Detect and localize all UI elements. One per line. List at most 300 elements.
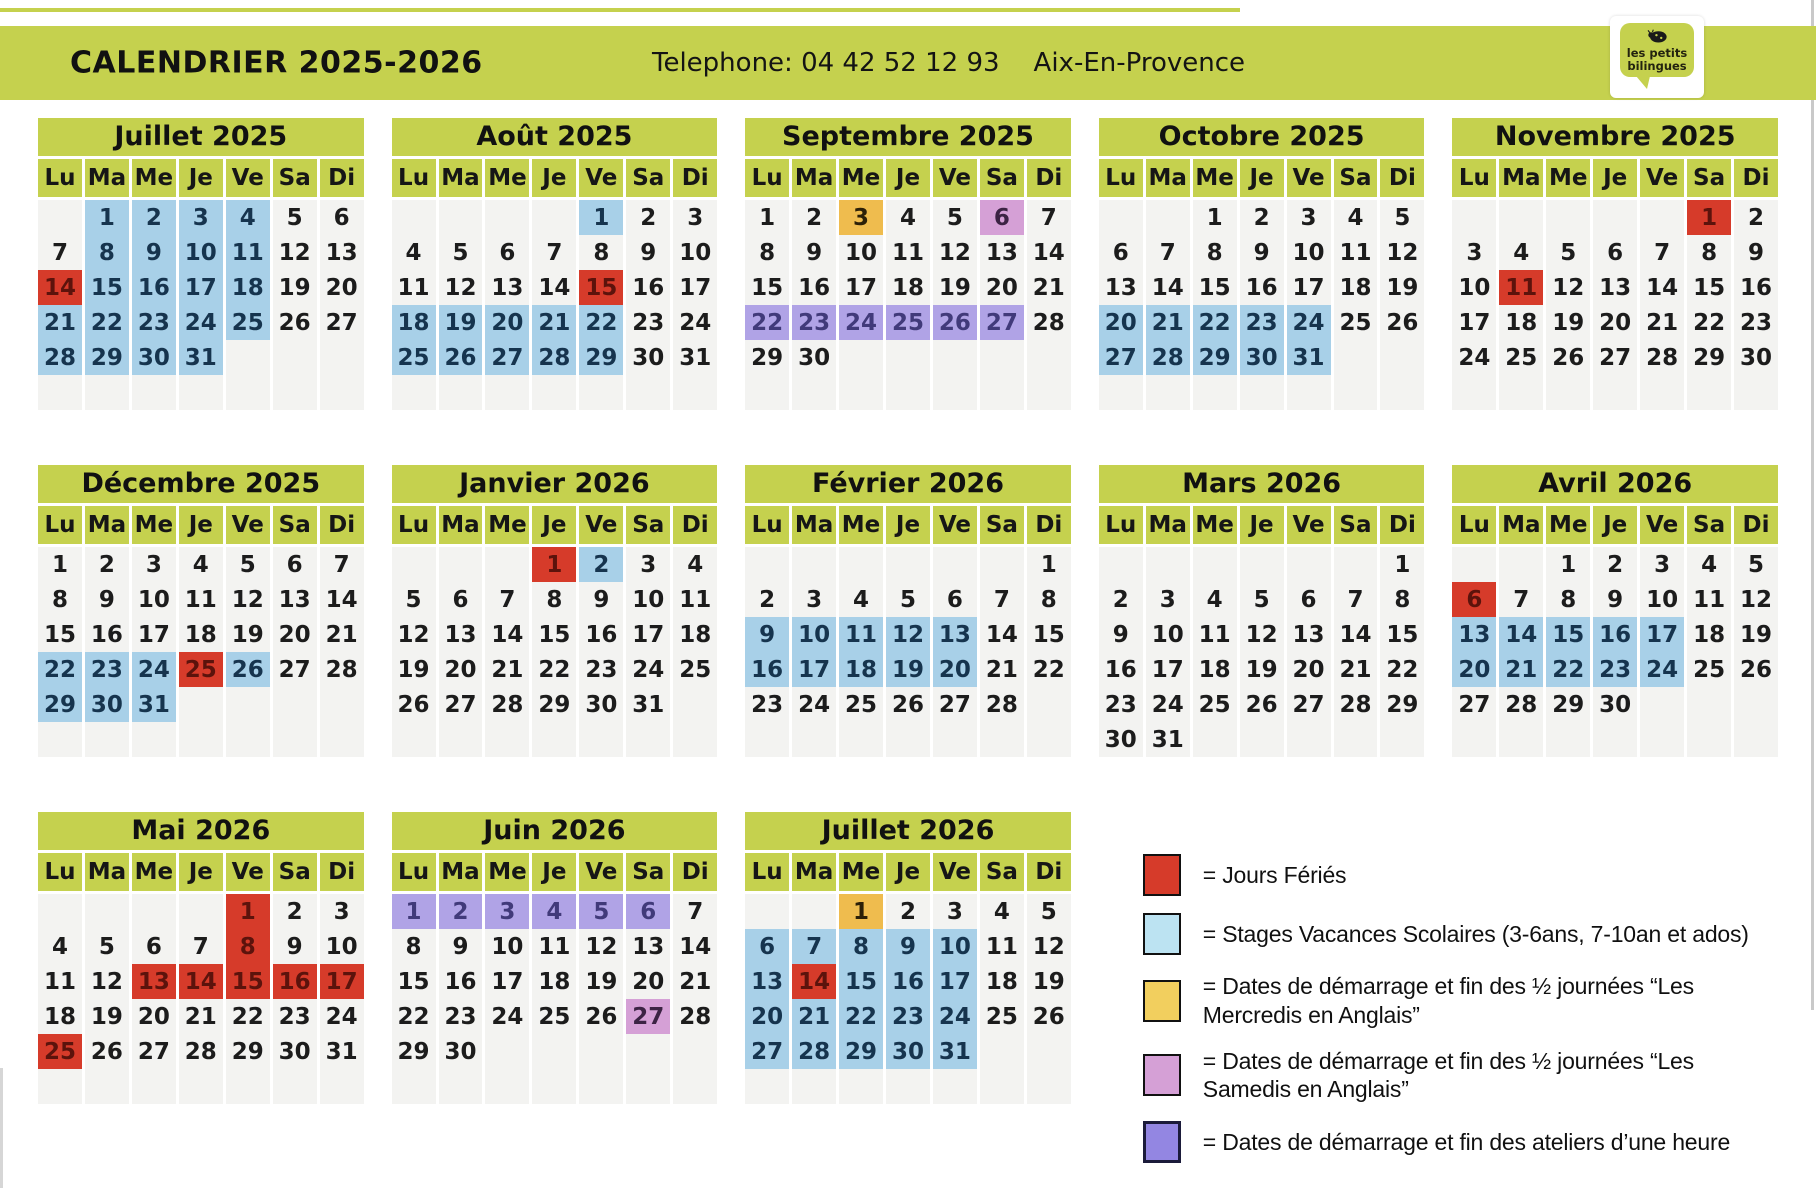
weekday-header-row [1099,159,1425,197]
day-cell: 3 [132,547,176,582]
day-cell: 20 [273,617,317,652]
day-cell-blue: 3 [179,200,223,235]
empty-cell [1452,200,1496,235]
day-cell: 25 [1334,305,1378,340]
day-cell-blue: 27 [485,340,529,375]
empty-cell [1334,547,1378,582]
date-grid [1452,200,1778,410]
day-cell-blue: 17 [792,652,836,687]
empty-cell [532,722,576,757]
empty-cell [532,200,576,235]
day-cell-blue: 28 [38,340,82,375]
month-title: Avril 2026 [1452,465,1778,503]
day-cell: 21 [320,617,364,652]
day-cell: 31 [1146,722,1190,757]
weekday-label: Ma [85,506,129,544]
legend-item [1143,972,1778,1030]
weekday-label: Ma [1146,506,1190,544]
weekday-label: Je [1593,506,1637,544]
day-cell-purple: 24 [839,305,883,340]
day-cell: 19 [1546,305,1590,340]
weekday-label: Di [320,159,364,197]
weekday-label: Je [886,159,930,197]
day-cell-purple: 5 [579,894,623,929]
empty-cell [980,375,1024,410]
day-cell-red: 14 [179,964,223,999]
day-cell: 26 [1380,305,1424,340]
empty-cell [745,375,789,410]
day-cell-blue: 16 [1593,617,1637,652]
weekday-label: Me [839,506,883,544]
empty-cell [980,1069,1024,1104]
weekday-label: Lu [1099,506,1143,544]
day-cell: 8 [745,235,789,270]
day-cell: 23 [439,999,483,1034]
day-cell: 21 [1640,305,1684,340]
month-calendar [1452,465,1778,757]
empty-cell [132,722,176,757]
day-cell: 7 [320,547,364,582]
empty-cell [226,1069,270,1104]
day-cell: 23 [1099,687,1143,722]
day-cell-pink: 27 [626,999,670,1034]
day-cell: 26 [886,687,930,722]
day-cell-blue: 20 [1099,305,1143,340]
day-cell: 2 [745,582,789,617]
day-cell: 16 [1734,270,1778,305]
empty-cell [745,547,789,582]
day-cell-red: 13 [132,964,176,999]
day-cell: 17 [839,270,883,305]
weekday-label: Lu [38,159,82,197]
empty-cell [1146,375,1190,410]
day-cell: 21 [485,652,529,687]
day-cell: 18 [886,270,930,305]
legend-color-swatch [1143,980,1181,1022]
day-cell: 2 [1240,200,1284,235]
day-cell-blue: 10 [933,929,977,964]
empty-cell [226,722,270,757]
day-cell: 8 [38,582,82,617]
day-cell: 3 [626,547,670,582]
day-cell-blue: 9 [745,617,789,652]
day-cell-blue: 23 [1240,305,1284,340]
day-cell: 8 [1380,582,1424,617]
day-cell: 7 [1640,235,1684,270]
day-cell-pink: 6 [980,200,1024,235]
day-cell: 19 [1380,270,1424,305]
day-cell-blue: 11 [226,235,270,270]
legend-color-swatch [1143,1054,1181,1096]
day-cell: 23 [745,687,789,722]
day-cell-red: 17 [320,964,364,999]
day-cell: 1 [1380,547,1424,582]
day-cell: 14 [1027,235,1071,270]
day-cell: 3 [792,582,836,617]
empty-cell [1027,1034,1071,1069]
day-cell: 14 [532,270,576,305]
day-cell-blue: 22 [85,305,129,340]
day-cell: 29 [1380,687,1424,722]
weekday-label: Lu [38,853,82,891]
day-cell-blue: 30 [85,687,129,722]
day-cell: 22 [532,652,576,687]
day-cell-purple: 2 [439,894,483,929]
day-cell: 4 [886,200,930,235]
day-cell-blue: 22 [579,305,623,340]
empty-cell [320,687,364,722]
day-cell: 26 [1240,687,1284,722]
day-cell: 22 [1687,305,1731,340]
empty-cell [132,375,176,410]
day-cell-blue: 30 [886,1034,930,1069]
weekday-label: Ma [439,853,483,891]
day-cell: 11 [38,964,82,999]
weekday-label: Me [839,159,883,197]
weekday-label: Ve [226,853,270,891]
day-cell: 14 [673,929,717,964]
empty-cell [1287,547,1331,582]
day-cell: 27 [320,305,364,340]
day-cell: 24 [320,999,364,1034]
empty-cell [320,375,364,410]
day-cell: 1 [745,200,789,235]
empty-cell [85,1069,129,1104]
day-cell-red: 1 [226,894,270,929]
day-cell: 30 [1593,687,1637,722]
day-cell: 19 [273,270,317,305]
empty-cell [626,1034,670,1069]
day-cell-blue: 13 [745,964,789,999]
logo [1610,16,1704,98]
day-cell-blue: 23 [132,305,176,340]
weekday-label: Di [673,853,717,891]
day-cell: 13 [485,270,529,305]
day-cell-blue: 18 [839,652,883,687]
day-cell: 11 [1687,582,1731,617]
empty-cell [1380,375,1424,410]
day-cell-blue: 20 [485,305,529,340]
day-cell-blue: 28 [1146,340,1190,375]
day-cell: 11 [1334,235,1378,270]
empty-cell [392,722,436,757]
day-cell: 12 [1734,582,1778,617]
day-cell-purple: 4 [532,894,576,929]
empty-cell [673,722,717,757]
date-grid [745,547,1071,757]
day-cell: 18 [1687,617,1731,652]
day-cell: 5 [85,929,129,964]
day-cell-red: 14 [38,270,82,305]
day-cell: 15 [532,617,576,652]
empty-cell [1193,722,1237,757]
weekday-label: Ma [1499,159,1543,197]
date-grid [745,200,1071,410]
day-cell-blue: 22 [38,652,82,687]
weekday-label: Lu [745,853,789,891]
empty-cell [1027,687,1071,722]
day-cell: 29 [1687,340,1731,375]
day-cell-blue: 16 [886,964,930,999]
weekday-label: Sa [273,506,317,544]
month-calendar [38,465,364,757]
day-cell-blue: 13 [933,617,977,652]
day-cell: 19 [579,964,623,999]
weekday-label: Me [132,159,176,197]
day-cell: 5 [933,200,977,235]
empty-cell [1499,200,1543,235]
day-cell: 2 [626,200,670,235]
day-cell-blue: 21 [532,305,576,340]
weekday-label: Sa [273,853,317,891]
month-title: Janvier 2026 [392,465,718,503]
day-cell: 5 [886,582,930,617]
empty-cell [792,894,836,929]
day-cell: 19 [392,652,436,687]
empty-cell [1452,722,1496,757]
day-cell-red: 11 [1499,270,1543,305]
day-cell: 3 [1146,582,1190,617]
weekday-label: Di [1027,159,1071,197]
weekday-header-row [392,506,718,544]
page-title: CALENDRIER 2025-2026 [70,45,483,81]
empty-cell [485,722,529,757]
weekday-label: Je [532,853,576,891]
day-cell: 22 [1027,652,1071,687]
day-cell: 29 [226,1034,270,1069]
day-cell: 6 [1099,235,1143,270]
day-cell: 20 [320,270,364,305]
day-cell: 17 [1287,270,1331,305]
day-cell: 4 [673,547,717,582]
empty-cell [1452,375,1496,410]
day-cell: 5 [1380,200,1424,235]
month-calendar [392,465,718,757]
day-cell: 1 [38,547,82,582]
day-cell: 11 [179,582,223,617]
day-cell: 7 [485,582,529,617]
empty-cell [1640,200,1684,235]
day-cell-purple: 25 [886,305,930,340]
day-cell: 3 [1640,547,1684,582]
weekday-label: Je [532,159,576,197]
empty-cell [392,547,436,582]
weekday-label: Je [886,506,930,544]
day-cell-blue: 17 [179,270,223,305]
day-cell-blue: 17 [1640,617,1684,652]
day-cell: 3 [1287,200,1331,235]
day-cell-blue: 24 [1640,652,1684,687]
day-cell: 18 [179,617,223,652]
month-title: Février 2026 [745,465,1071,503]
month-title: Août 2025 [392,118,718,156]
day-cell: 29 [745,340,789,375]
day-cell: 28 [1027,305,1071,340]
weekday-label: Je [1240,159,1284,197]
day-cell-blue: 31 [132,687,176,722]
empty-cell [1546,722,1590,757]
day-cell: 15 [1193,270,1237,305]
day-cell: 31 [626,687,670,722]
day-cell: 2 [1099,582,1143,617]
day-cell: 2 [792,200,836,235]
legend-item [1143,854,1778,896]
day-cell-blue: 13 [1452,617,1496,652]
weekday-label: Di [1734,159,1778,197]
empty-cell [792,722,836,757]
day-cell: 14 [980,617,1024,652]
weekday-label: Ma [792,506,836,544]
day-cell-blue: 15 [85,270,129,305]
day-cell: 25 [839,687,883,722]
empty-cell [1099,547,1143,582]
empty-cell [626,375,670,410]
day-cell: 12 [933,235,977,270]
day-cell-blue: 27 [1099,340,1143,375]
month-title: Mars 2026 [1099,465,1425,503]
day-cell: 13 [626,929,670,964]
legend-color-swatch [1143,854,1181,896]
day-cell-blue: 21 [1146,305,1190,340]
day-cell: 8 [1687,235,1731,270]
day-cell: 27 [1287,687,1331,722]
day-cell: 30 [626,340,670,375]
weekday-label: Me [1193,506,1237,544]
weekday-label: Lu [392,159,436,197]
empty-cell [980,547,1024,582]
empty-cell [673,375,717,410]
empty-cell [320,1069,364,1104]
weekday-label: Sa [626,159,670,197]
legend-label: = Dates de démarrage et fin des ½ journées “Les Samedis en Anglais” [1202,1047,1694,1103]
day-cell-blue: 16 [132,270,176,305]
day-cell: 9 [626,235,670,270]
day-cell-blue: 25 [392,340,436,375]
day-cell-blue: 9 [132,235,176,270]
weekday-label: Me [1546,506,1590,544]
day-cell: 16 [579,617,623,652]
legend-item [1143,913,1778,955]
day-cell: 11 [1193,617,1237,652]
day-cell: 27 [273,652,317,687]
day-cell-blue: 1 [579,200,623,235]
day-cell-red: 1 [1687,200,1731,235]
empty-cell [933,547,977,582]
weekday-label: Je [532,506,576,544]
city-label: Aix-En-Provence [1033,48,1246,78]
day-cell-blue: 10 [792,617,836,652]
day-cell-blue: 29 [839,1034,883,1069]
weekday-label: Ve [579,159,623,197]
day-cell: 24 [792,687,836,722]
day-cell: 25 [1499,340,1543,375]
month-calendar [745,118,1071,410]
date-grid [392,200,718,410]
day-cell-blue: 6 [745,929,789,964]
weekday-header-row [1452,159,1778,197]
empty-cell [1334,340,1378,375]
month-calendar [38,812,364,1163]
empty-cell [839,1069,883,1104]
weekday-label: Sa [980,506,1024,544]
day-cell: 14 [485,617,529,652]
empty-cell [1640,722,1684,757]
month-title: Juin 2026 [392,812,718,850]
day-cell: 10 [485,929,529,964]
weekday-label: Ma [439,506,483,544]
day-cell: 8 [1027,582,1071,617]
day-cell-blue: 14 [1499,617,1543,652]
day-cell: 13 [273,582,317,617]
day-cell-blue: 19 [439,305,483,340]
day-cell: 1 [1546,547,1590,582]
day-cell: 12 [1546,270,1590,305]
empty-cell [1499,375,1543,410]
legend-color-swatch [1143,913,1181,955]
day-cell: 30 [439,1034,483,1069]
empty-cell [439,200,483,235]
day-cell: 4 [392,235,436,270]
weekday-label: Sa [626,853,670,891]
weekday-label: Ve [226,506,270,544]
day-cell: 27 [439,687,483,722]
day-cell: 6 [132,929,176,964]
empty-cell [532,1034,576,1069]
date-grid [1452,547,1778,757]
day-cell: 18 [1499,305,1543,340]
day-cell-purple: 22 [745,305,789,340]
date-grid [1099,200,1425,410]
day-cell: 28 [485,687,529,722]
empty-cell [38,200,82,235]
weekday-label: Lu [1099,159,1143,197]
day-cell-blue: 31 [179,340,223,375]
day-cell: 26 [85,1034,129,1069]
day-cell-blue: 18 [226,270,270,305]
empty-cell [179,894,223,929]
day-cell-blue: 24 [132,652,176,687]
month-calendar [745,465,1071,757]
empty-cell [1334,722,1378,757]
day-cell: 18 [532,964,576,999]
empty-cell [1593,722,1637,757]
empty-cell [745,1069,789,1104]
day-cell: 21 [673,964,717,999]
weekday-header-row [392,159,718,197]
day-cell-orange: 3 [839,200,883,235]
weekday-label: Je [179,159,223,197]
day-cell-blue: 23 [886,999,930,1034]
empty-cell [38,375,82,410]
day-cell: 8 [532,582,576,617]
day-cell: 14 [1146,270,1190,305]
left-edge-line [0,1068,3,1188]
empty-cell [886,1069,930,1104]
weekday-header-row [392,853,718,891]
empty-cell [1499,547,1543,582]
month-title: Juillet 2026 [745,812,1071,850]
legend-label: = Dates de démarrage et fin des ateliers d’une heure [1202,1128,1731,1155]
day-cell: 20 [1593,305,1637,340]
weekday-label: Ma [792,853,836,891]
empty-cell [1027,375,1071,410]
day-cell: 30 [1099,722,1143,757]
empty-cell [745,722,789,757]
month-calendar [1099,118,1425,410]
day-cell: 16 [1099,652,1143,687]
day-cell: 15 [1027,617,1071,652]
day-cell: 3 [933,894,977,929]
